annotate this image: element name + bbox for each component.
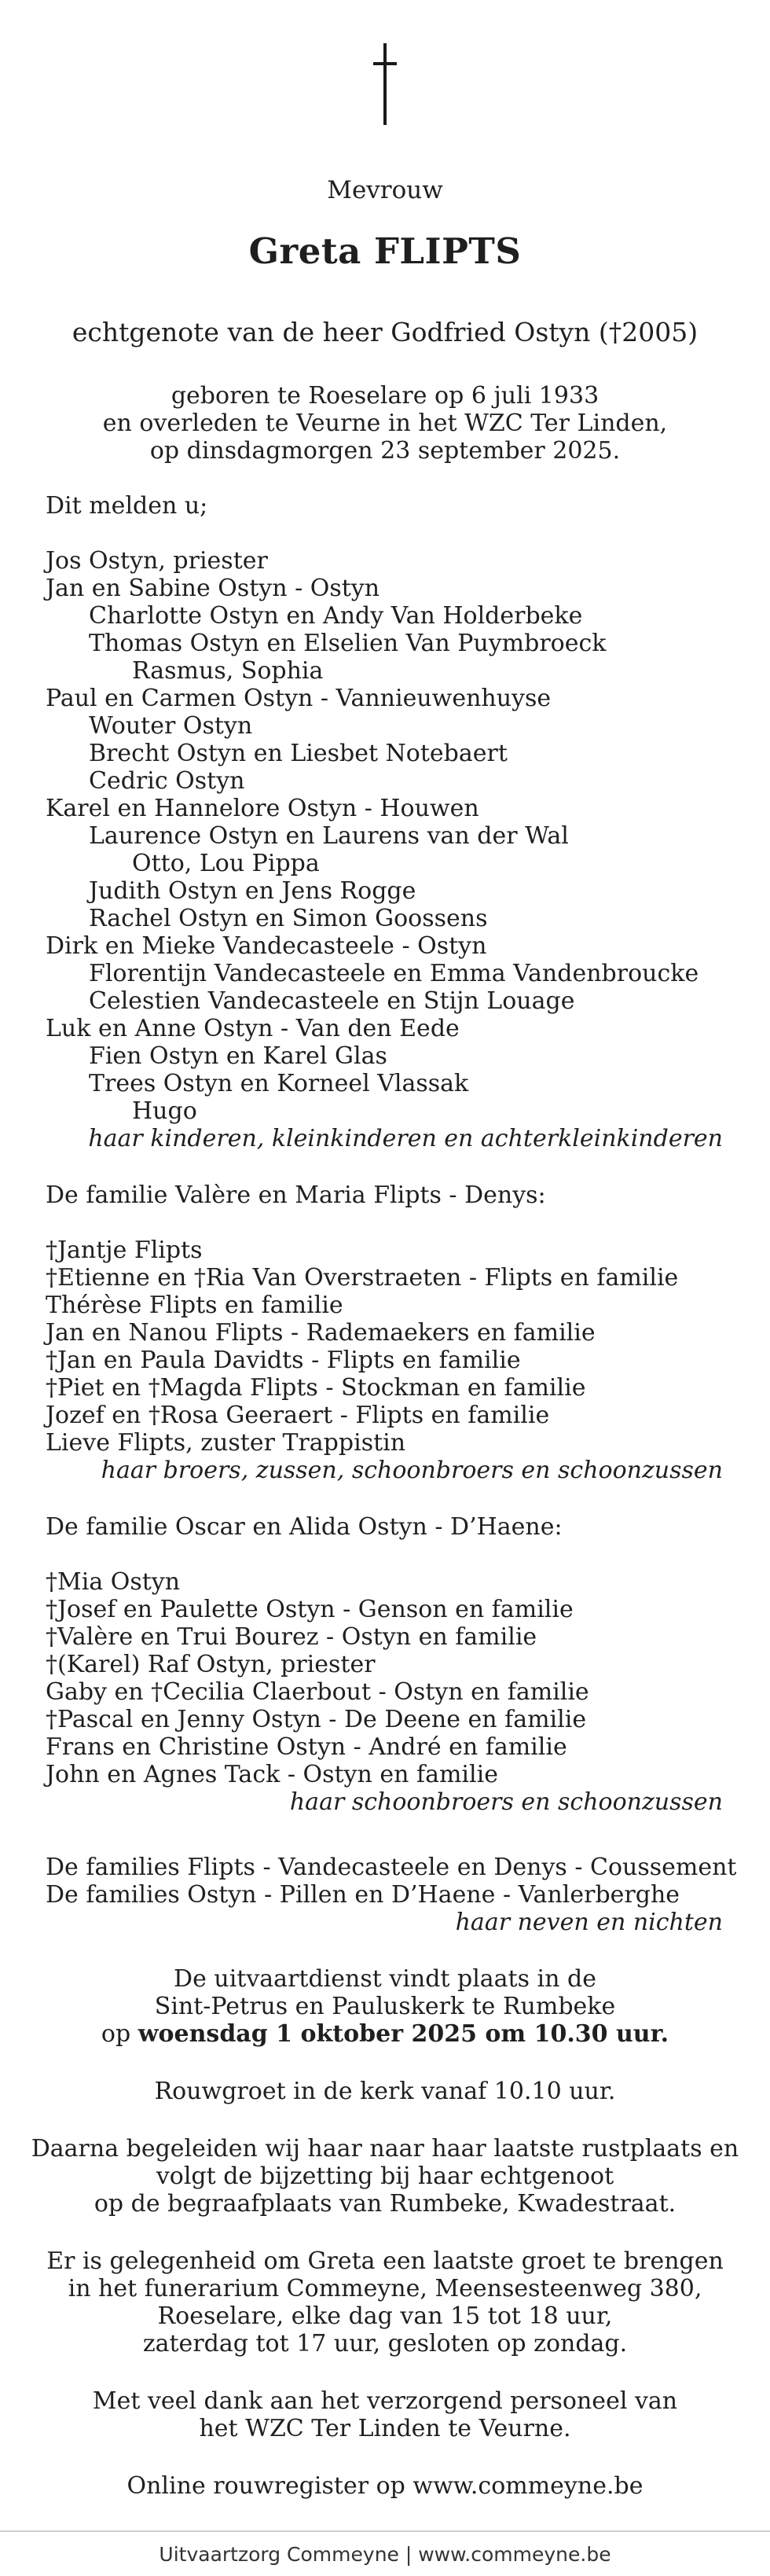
family-caption: haar schoonbroers en schoonzussen: [289, 1788, 723, 1816]
list-item: Fien Ostyn en Karel Glas: [89, 1042, 387, 1070]
list-item: Jos Ostyn, priester: [46, 547, 268, 575]
list-item: †Valère en Trui Bourez - Ostyn en familie: [46, 1623, 537, 1651]
list-item: Rachel Ostyn en Simon Goossens: [89, 905, 488, 932]
list-item: Rasmus, Sophia: [132, 657, 324, 685]
visitation-line: in het funerarium Commeyne, Meensesteenweg 380,: [68, 2275, 702, 2302]
list-item: †Pascal en Jenny Ostyn - De Deene en familie: [46, 1706, 587, 1733]
service-church: Sint-Petrus en Pauluskerk te Rumbeke: [154, 1993, 616, 2020]
service-line: De uitvaartdienst vindt plaats in de: [174, 1965, 596, 1993]
list-item: Luk en Anne Ostyn - Van den Eede: [46, 1015, 460, 1042]
list-item: Otto, Lou Pippa: [132, 850, 320, 877]
service-date: woensdag 1 oktober 2025 om 10.30 uur.: [138, 2020, 669, 2048]
burial-line: op de begraafplaats van Rumbeke, Kwadestraat.: [94, 2190, 676, 2218]
footer: Uitvaartzorg Commeyne | www.commeyne.be: [159, 2543, 611, 2566]
thanks-line: Met veel dank aan het verzorgend personeel van: [92, 2387, 678, 2415]
salutation: Mevrouw: [327, 176, 443, 204]
list-item: †Josef en Paulette Ostyn - Genson en familie: [46, 1596, 574, 1623]
service-datetime: [0, 2020, 770, 2048]
list-item: Jan en Sabine Ostyn - Ostyn: [46, 575, 380, 602]
deceased-name: Greta FLIPTS: [248, 230, 522, 272]
condolence-line: Rouwgroet in de kerk vanaf 10.10 uur.: [154, 2078, 616, 2105]
spouse-line: echtgenote van de heer Godfried Ostyn (†2005): [72, 317, 698, 347]
list-item: Wouter Ostyn: [89, 712, 253, 740]
list-item: Thérèse Flipts en familie: [46, 1292, 343, 1319]
list-item: De families Flipts - Vandecasteele en Denys - Coussement: [46, 1854, 737, 1881]
list-item: Hugo: [132, 1097, 197, 1125]
burial-line: Daarna begeleiden wij haar naar haar laatste rustplaats en: [31, 2135, 739, 2163]
list-item: Gaby en †Cecilia Claerbout - Ostyn en familie: [46, 1678, 589, 1706]
visitation-line: zaterdag tot 17 uur, gesloten op zondag.: [142, 2330, 628, 2357]
death-line: en overleden te Veurne in het WZC Ter Linden,: [102, 410, 668, 437]
list-item: De families Ostyn - Pillen en D’Haene - Vanlerberghe: [46, 1881, 680, 1909]
family-caption: haar broers, zussen, schoonbroers en schoonzussen: [101, 1457, 723, 1484]
service-prefix: op: [101, 2020, 131, 2048]
list-item: Jozef en †Rosa Geeraert - Flipts en familie: [46, 1402, 550, 1429]
list-item: Brecht Ostyn en Liesbet Notebaert: [89, 740, 508, 767]
list-item: †Piet en †Magda Flipts - Stockman en familie: [46, 1374, 586, 1402]
death-date-line: op dinsdagmorgen 23 september 2025.: [149, 437, 621, 465]
list-item: Jan en Nanou Flipts - Rademaekers en familie: [46, 1319, 596, 1347]
online-register: Online rouwregister op www.commeyne.be: [126, 2472, 644, 2500]
list-item: †(Karel) Raf Ostyn, priester: [46, 1651, 376, 1678]
burial-line: volgt de bijzetting bij haar echtgenoot: [156, 2163, 614, 2190]
family-caption: haar neven en nichten: [455, 1909, 723, 1936]
list-item: †Mia Ostyn: [46, 1568, 181, 1596]
list-item: Karel en Hannelore Ostyn - Houwen: [46, 795, 479, 822]
list-item: †Etienne en †Ria Van Overstraeten - Flipts en familie: [46, 1264, 679, 1292]
list-item: Dirk en Mieke Vandecasteele - Ostyn: [46, 932, 487, 960]
cross-icon: [373, 43, 397, 125]
list-item: Trees Ostyn en Korneel Vlassak: [89, 1070, 469, 1097]
thanks-line: het WZC Ter Linden te Veurne.: [199, 2415, 571, 2442]
visitation-line: Er is gelegenheid om Greta een laatste groet te brengen: [46, 2247, 724, 2275]
list-item: Charlotte Ostyn en Andy Van Holderbeke: [89, 602, 583, 630]
list-item: Lieve Flipts, zuster Trappistin: [46, 1429, 406, 1457]
list-item: Frans en Christine Ostyn - André en familie: [46, 1733, 567, 1761]
birth-line: geboren te Roeselare op 6 juli 1933: [170, 382, 600, 410]
list-item: Paul en Carmen Ostyn - Vannieuwenhuyse: [46, 685, 552, 712]
list-item: Thomas Ostyn en Elselien Van Puymbroeck: [89, 630, 607, 657]
list-item: Laurence Ostyn en Laurens van der Wal: [89, 822, 569, 850]
list-item: Cedric Ostyn: [89, 767, 245, 795]
list-item: Florentijn Vandecasteele en Emma Vandenbroucke: [89, 960, 699, 987]
family-intro: De familie Valère en Maria Flipts - Denys:: [46, 1181, 546, 1209]
announce-line: Dit melden u;: [46, 492, 208, 520]
list-item: John en Agnes Tack - Ostyn en familie: [46, 1761, 498, 1788]
list-item: †Jantje Flipts: [46, 1237, 203, 1264]
visitation-line: Roeselare, elke dag van 15 tot 18 uur,: [157, 2302, 613, 2330]
family-intro: De familie Oscar en Alida Ostyn - D’Haene:: [46, 1513, 563, 1541]
list-item: Judith Ostyn en Jens Rogge: [89, 877, 416, 905]
list-item: Celestien Vandecasteele en Stijn Louage: [89, 987, 575, 1015]
list-item: †Jan en Paula Davidts - Flipts en familie: [46, 1347, 521, 1374]
children-caption: haar kinderen, kleinkinderen en achterkleinkinderen: [88, 1125, 723, 1152]
